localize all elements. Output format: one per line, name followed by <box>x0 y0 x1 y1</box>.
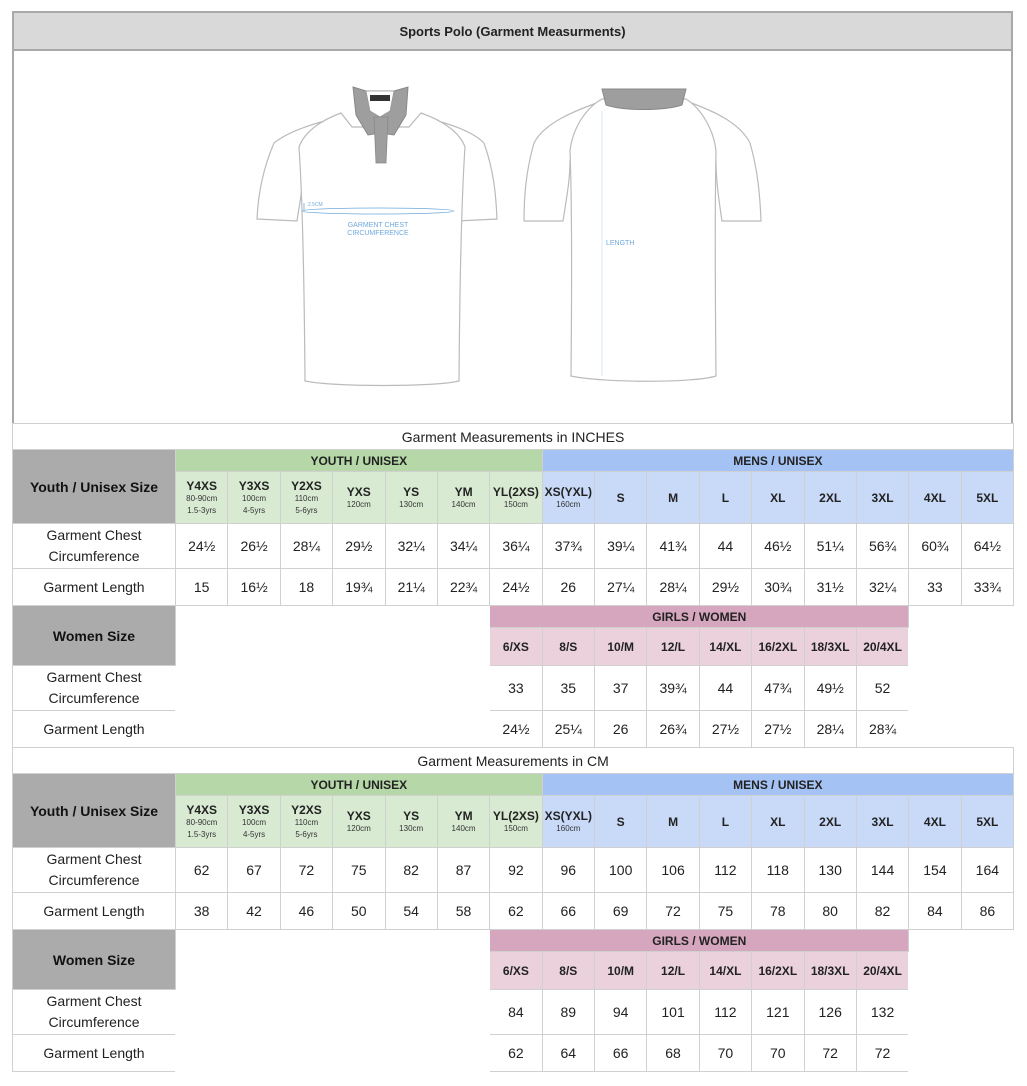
women-chest-value-cell: 126 <box>804 990 856 1035</box>
polo-back-view <box>524 99 761 381</box>
length-value-cell: 19¾ <box>333 569 385 606</box>
chest-value-cell: 37¾ <box>542 524 594 569</box>
chest-value-cell: 29½ <box>333 524 385 569</box>
chest-value-cell: 24½ <box>176 524 228 569</box>
women-length-value-cell: 62 <box>490 1035 542 1072</box>
size-sub-label: 5-6yrs <box>295 829 318 839</box>
length-value-cell: 78 <box>752 893 804 930</box>
size-header-cell <box>856 796 908 848</box>
size-sub-label: 5-6yrs <box>295 505 318 515</box>
size-header-cell <box>804 472 856 524</box>
length-value-cell: 72 <box>647 893 699 930</box>
women-chest-value-cell: 47¾ <box>752 666 804 711</box>
chest-value-cell: 36¼ <box>490 524 542 569</box>
chest-value-cell: 144 <box>856 848 908 893</box>
size-header-cell <box>804 796 856 848</box>
length-value-cell: 84 <box>909 893 961 930</box>
size-header-cell <box>752 796 804 848</box>
girls-size-cell: 16/2XL <box>752 628 804 666</box>
length-value-cell: 38 <box>176 893 228 930</box>
women-chest-row-label <box>13 990 176 1035</box>
chest-value-cell: 118 <box>752 848 804 893</box>
women-chest-value-cell: 89 <box>542 990 594 1035</box>
size-label: Y3XS <box>238 478 270 493</box>
women-size-row-label: Women Size <box>13 930 176 990</box>
size-sub-label: 150cm <box>503 823 528 833</box>
size-label: 2XL <box>819 814 842 829</box>
size-header-cell <box>333 796 385 848</box>
length-value-cell: 80 <box>804 893 856 930</box>
size-header-cell <box>961 472 1014 524</box>
size-header-cell <box>490 796 542 848</box>
women-chest-row-label <box>13 666 176 711</box>
girls-size-cell: 6/XS <box>490 628 542 666</box>
women-length-row-label: Garment Length <box>13 1035 176 1072</box>
girls-size-cell: 18/3XL <box>804 628 856 666</box>
length-value-cell: 75 <box>699 893 751 930</box>
girls-size-cell: 12/L <box>647 628 699 666</box>
chest-label-line1: Garment Chest <box>46 527 142 543</box>
length-value-cell: 69 <box>595 893 647 930</box>
length-value-cell: 15 <box>176 569 228 606</box>
size-sub-label: 110cm <box>294 817 319 827</box>
size-label: S <box>616 814 625 829</box>
width-marker-label: 2.5CM <box>308 202 323 208</box>
girls-size-cell: 10/M <box>595 628 647 666</box>
chest-value-cell: 164 <box>961 848 1013 893</box>
measurements-table-cm <box>12 747 1014 1072</box>
size-header-cell <box>595 472 647 524</box>
size-sub-label: 160cm <box>556 499 581 509</box>
chest-value-cell: 112 <box>699 848 751 893</box>
size-header-cell <box>228 472 280 524</box>
chest-value-cell: 92 <box>490 848 542 893</box>
chest-label-line2: Circumference <box>48 1014 140 1030</box>
length-value-cell: 22¾ <box>437 569 489 606</box>
length-label: LENGTH <box>606 240 635 247</box>
size-header-cell <box>280 472 332 524</box>
girls-group-header: GIRLS / WOMEN <box>490 930 909 952</box>
chest-value-cell: 106 <box>647 848 699 893</box>
size-sub-label: 4-5yrs <box>242 505 266 515</box>
size-header-cell <box>385 472 437 524</box>
size-label: XS(YXL) <box>544 808 592 823</box>
size-sub-label: 130cm <box>399 823 424 833</box>
size-header-cell <box>909 472 961 524</box>
chest-value-cell: 32¼ <box>385 524 437 569</box>
size-header-cell <box>176 472 228 524</box>
size-label: 3XL <box>871 490 894 505</box>
size-header-cell <box>228 796 280 848</box>
women-chest-value-cell: 39¾ <box>647 666 699 711</box>
chest-value-cell: 130 <box>804 848 856 893</box>
length-value-cell: 82 <box>856 893 908 930</box>
blank-area <box>176 606 490 748</box>
blank-area <box>909 930 1014 1072</box>
size-label: 4XL <box>923 490 946 505</box>
size-label: Y4XS <box>186 802 218 817</box>
size-header-cell <box>437 796 489 848</box>
length-value-cell: 16½ <box>228 569 280 606</box>
length-value-cell: 32¼ <box>856 569 908 606</box>
youth-size-row-label: Youth / Unisex Size <box>13 450 176 524</box>
women-chest-value-cell: 33 <box>490 666 542 711</box>
size-sub-label: 100cm <box>242 493 267 503</box>
garment-illustration <box>14 51 1011 421</box>
length-value-cell: 66 <box>542 893 594 930</box>
youth-group-header: YOUTH / UNISEX <box>176 450 543 472</box>
size-sub-label: 100cm <box>242 817 267 827</box>
youth-size-row-label: Youth / Unisex Size <box>13 774 176 848</box>
girls-size-cell: 8/S <box>542 952 594 990</box>
size-sub-label: 1.5-3yrs <box>187 505 217 515</box>
size-sub-label: 130cm <box>399 499 424 509</box>
girls-size-cell: 14/XL <box>699 628 751 666</box>
length-value-cell: 42 <box>228 893 280 930</box>
women-length-value-cell: 28¾ <box>856 711 908 748</box>
size-header-cell <box>647 796 699 848</box>
girls-size-cell: 14/XL <box>699 952 751 990</box>
women-length-value-cell: 70 <box>752 1035 804 1072</box>
size-header-cell <box>856 472 908 524</box>
girls-size-cell: 16/2XL <box>752 952 804 990</box>
girls-size-cell: 18/3XL <box>804 952 856 990</box>
size-label: 5XL <box>976 814 999 829</box>
girls-size-cell: 6/XS <box>490 952 542 990</box>
size-sub-label: 1.5-3yrs <box>187 829 217 839</box>
length-value-cell: 26 <box>542 569 594 606</box>
chest-value-cell: 154 <box>909 848 961 893</box>
chest-value-cell: 41¾ <box>647 524 699 569</box>
chest-value-cell: 72 <box>280 848 332 893</box>
length-row-label: Garment Length <box>13 893 176 930</box>
chest-label-line1: Garment Chest <box>46 851 142 867</box>
size-label: 2XL <box>819 490 842 505</box>
chest-label-line2: Circumference <box>48 872 140 888</box>
chest-value-cell: 62 <box>176 848 228 893</box>
size-header-cell <box>595 796 647 848</box>
women-size-row-label: Women Size <box>13 606 176 666</box>
chest-label-line1: GARMENT CHEST <box>347 222 409 229</box>
size-sub-label: 160cm <box>556 823 581 833</box>
women-length-value-cell: 64 <box>542 1035 594 1072</box>
size-header-cell <box>542 796 594 848</box>
size-sub-label: 80-90cm <box>186 817 218 827</box>
size-label: YL(2XS) <box>492 808 539 823</box>
size-header-cell <box>647 472 699 524</box>
women-chest-value-cell: 52 <box>856 666 908 711</box>
size-header-cell <box>333 472 385 524</box>
chest-label-line2: Circumference <box>48 548 140 564</box>
women-length-value-cell: 72 <box>804 1035 856 1072</box>
women-chest-value-cell: 94 <box>595 990 647 1035</box>
chest-label-line1: Garment Chest <box>46 669 142 685</box>
size-label: M <box>668 814 679 829</box>
size-sub-label: 140cm <box>451 499 476 509</box>
length-value-cell: 18 <box>280 569 332 606</box>
length-value-cell: 54 <box>385 893 437 930</box>
length-value-cell: 24½ <box>490 569 542 606</box>
length-value-cell: 31½ <box>804 569 856 606</box>
size-label: XL <box>770 490 786 505</box>
length-value-cell: 28¼ <box>647 569 699 606</box>
size-header-cell <box>909 796 961 848</box>
women-length-value-cell: 28¼ <box>804 711 856 748</box>
women-length-value-cell: 72 <box>856 1035 908 1072</box>
women-length-value-cell: 26¾ <box>647 711 699 748</box>
length-value-cell: 29½ <box>699 569 751 606</box>
length-row-label: Garment Length <box>13 569 176 606</box>
girls-size-cell: 8/S <box>542 628 594 666</box>
length-value-cell: 62 <box>490 893 542 930</box>
size-label: YL(2XS) <box>492 484 539 499</box>
girls-size-cell: 20/4XL <box>856 628 908 666</box>
size-header-cell <box>699 472 751 524</box>
size-label: Y2XS <box>291 478 322 493</box>
size-sub-label: 140cm <box>451 823 476 833</box>
size-header-cell <box>490 472 542 524</box>
length-value-cell: 58 <box>437 893 489 930</box>
chest-value-cell: 96 <box>542 848 594 893</box>
blank-area <box>176 930 490 1072</box>
size-label: 4XL <box>923 814 946 829</box>
size-label: YXS <box>346 484 371 499</box>
chest-value-cell: 100 <box>595 848 647 893</box>
size-label: XL <box>770 814 786 829</box>
section-title: Garment Measurements in CM <box>13 748 1014 774</box>
length-value-cell: 50 <box>333 893 385 930</box>
chest-value-cell: 67 <box>228 848 280 893</box>
size-header-cell <box>280 796 332 848</box>
chest-label-line1: Garment Chest <box>46 993 142 1009</box>
mens-group-header: MENS / UNISEX <box>542 450 1014 472</box>
women-length-value-cell: 66 <box>595 1035 647 1072</box>
size-label: M <box>668 490 679 505</box>
size-header-cell <box>176 796 228 848</box>
chest-value-cell: 64½ <box>961 524 1014 569</box>
size-sub-label: 80-90cm <box>186 493 218 503</box>
chest-value-cell: 87 <box>437 848 489 893</box>
length-value-cell: 27¼ <box>595 569 647 606</box>
women-chest-value-cell: 44 <box>699 666 751 711</box>
chest-value-cell: 56¾ <box>856 524 908 569</box>
size-header-cell <box>542 472 594 524</box>
length-value-cell: 33¾ <box>961 569 1014 606</box>
size-header-cell <box>437 472 489 524</box>
length-value-cell: 46 <box>280 893 332 930</box>
size-sub-label: 110cm <box>294 493 319 503</box>
section-title: Garment Measurements in INCHES <box>13 424 1014 450</box>
size-label: Y3XS <box>238 802 270 817</box>
size-label: YS <box>403 808 420 823</box>
women-length-value-cell: 24½ <box>490 711 542 748</box>
chest-value-cell: 60¾ <box>909 524 961 569</box>
women-length-value-cell: 70 <box>699 1035 751 1072</box>
women-length-row-label: Garment Length <box>13 711 176 748</box>
girls-size-cell: 10/M <box>595 952 647 990</box>
chest-label-line2: CIRCUMFERENCE <box>347 230 409 237</box>
size-header-cell <box>961 796 1013 848</box>
length-value-cell: 30¾ <box>752 569 804 606</box>
size-label: L <box>721 490 730 505</box>
chest-value-cell: 39¼ <box>595 524 647 569</box>
chest-value-cell: 46½ <box>752 524 804 569</box>
women-chest-value-cell: 112 <box>699 990 751 1035</box>
length-value-cell: 21¼ <box>385 569 437 606</box>
women-chest-value-cell: 121 <box>752 990 804 1035</box>
girls-group-header: GIRLS / WOMEN <box>490 606 909 628</box>
women-chest-value-cell: 84 <box>490 990 542 1035</box>
size-label: Y4XS <box>186 478 218 493</box>
chest-value-cell: 28¼ <box>280 524 332 569</box>
length-value-cell: 33 <box>909 569 961 606</box>
chest-label-line2: Circumference <box>48 690 140 706</box>
size-label: YM <box>454 484 473 499</box>
women-chest-value-cell: 132 <box>856 990 908 1035</box>
chest-row-label <box>13 848 176 893</box>
measurements-table-inches <box>12 423 1014 748</box>
polo-shirt-drawing <box>14 51 1011 421</box>
size-sub-label: 120cm <box>346 823 371 833</box>
size-label: YS <box>403 484 420 499</box>
size-label: YM <box>454 808 473 823</box>
size-sub-label: 150cm <box>503 499 528 509</box>
women-chest-value-cell: 37 <box>595 666 647 711</box>
size-header-cell <box>385 796 437 848</box>
size-label: XS(YXL) <box>544 484 592 499</box>
women-chest-value-cell: 101 <box>647 990 699 1035</box>
page-title: Sports Polo (Garment Measurments) <box>12 11 1013 51</box>
size-sub-label: 120cm <box>346 499 371 509</box>
women-chest-value-cell: 35 <box>542 666 594 711</box>
women-length-value-cell: 25¼ <box>542 711 594 748</box>
length-value-cell: 86 <box>961 893 1013 930</box>
size-sub-label: 4-5yrs <box>242 829 266 839</box>
chest-value-cell: 34¼ <box>437 524 489 569</box>
women-length-value-cell: 27½ <box>699 711 751 748</box>
girls-size-cell: 12/L <box>647 952 699 990</box>
chest-value-cell: 75 <box>333 848 385 893</box>
chest-value-cell: 26½ <box>228 524 280 569</box>
women-length-value-cell: 68 <box>647 1035 699 1072</box>
size-label: YXS <box>346 808 371 823</box>
size-label: S <box>616 490 625 505</box>
chest-value-cell: 82 <box>385 848 437 893</box>
girls-size-cell: 20/4XL <box>856 952 908 990</box>
women-length-value-cell: 27½ <box>752 711 804 748</box>
size-header-cell <box>699 796 751 848</box>
size-header-cell <box>752 472 804 524</box>
youth-group-header: YOUTH / UNISEX <box>176 774 543 796</box>
women-length-value-cell: 26 <box>595 711 647 748</box>
women-chest-value-cell: 49½ <box>804 666 856 711</box>
size-label: 3XL <box>871 814 894 829</box>
mens-group-header: MENS / UNISEX <box>542 774 1013 796</box>
size-label: Y2XS <box>291 802 322 817</box>
chest-value-cell: 51¼ <box>804 524 856 569</box>
chest-value-cell: 44 <box>699 524 751 569</box>
blank-area <box>909 606 1014 748</box>
size-label: 5XL <box>976 490 999 505</box>
chest-row-label <box>13 524 176 569</box>
size-label: L <box>721 814 730 829</box>
